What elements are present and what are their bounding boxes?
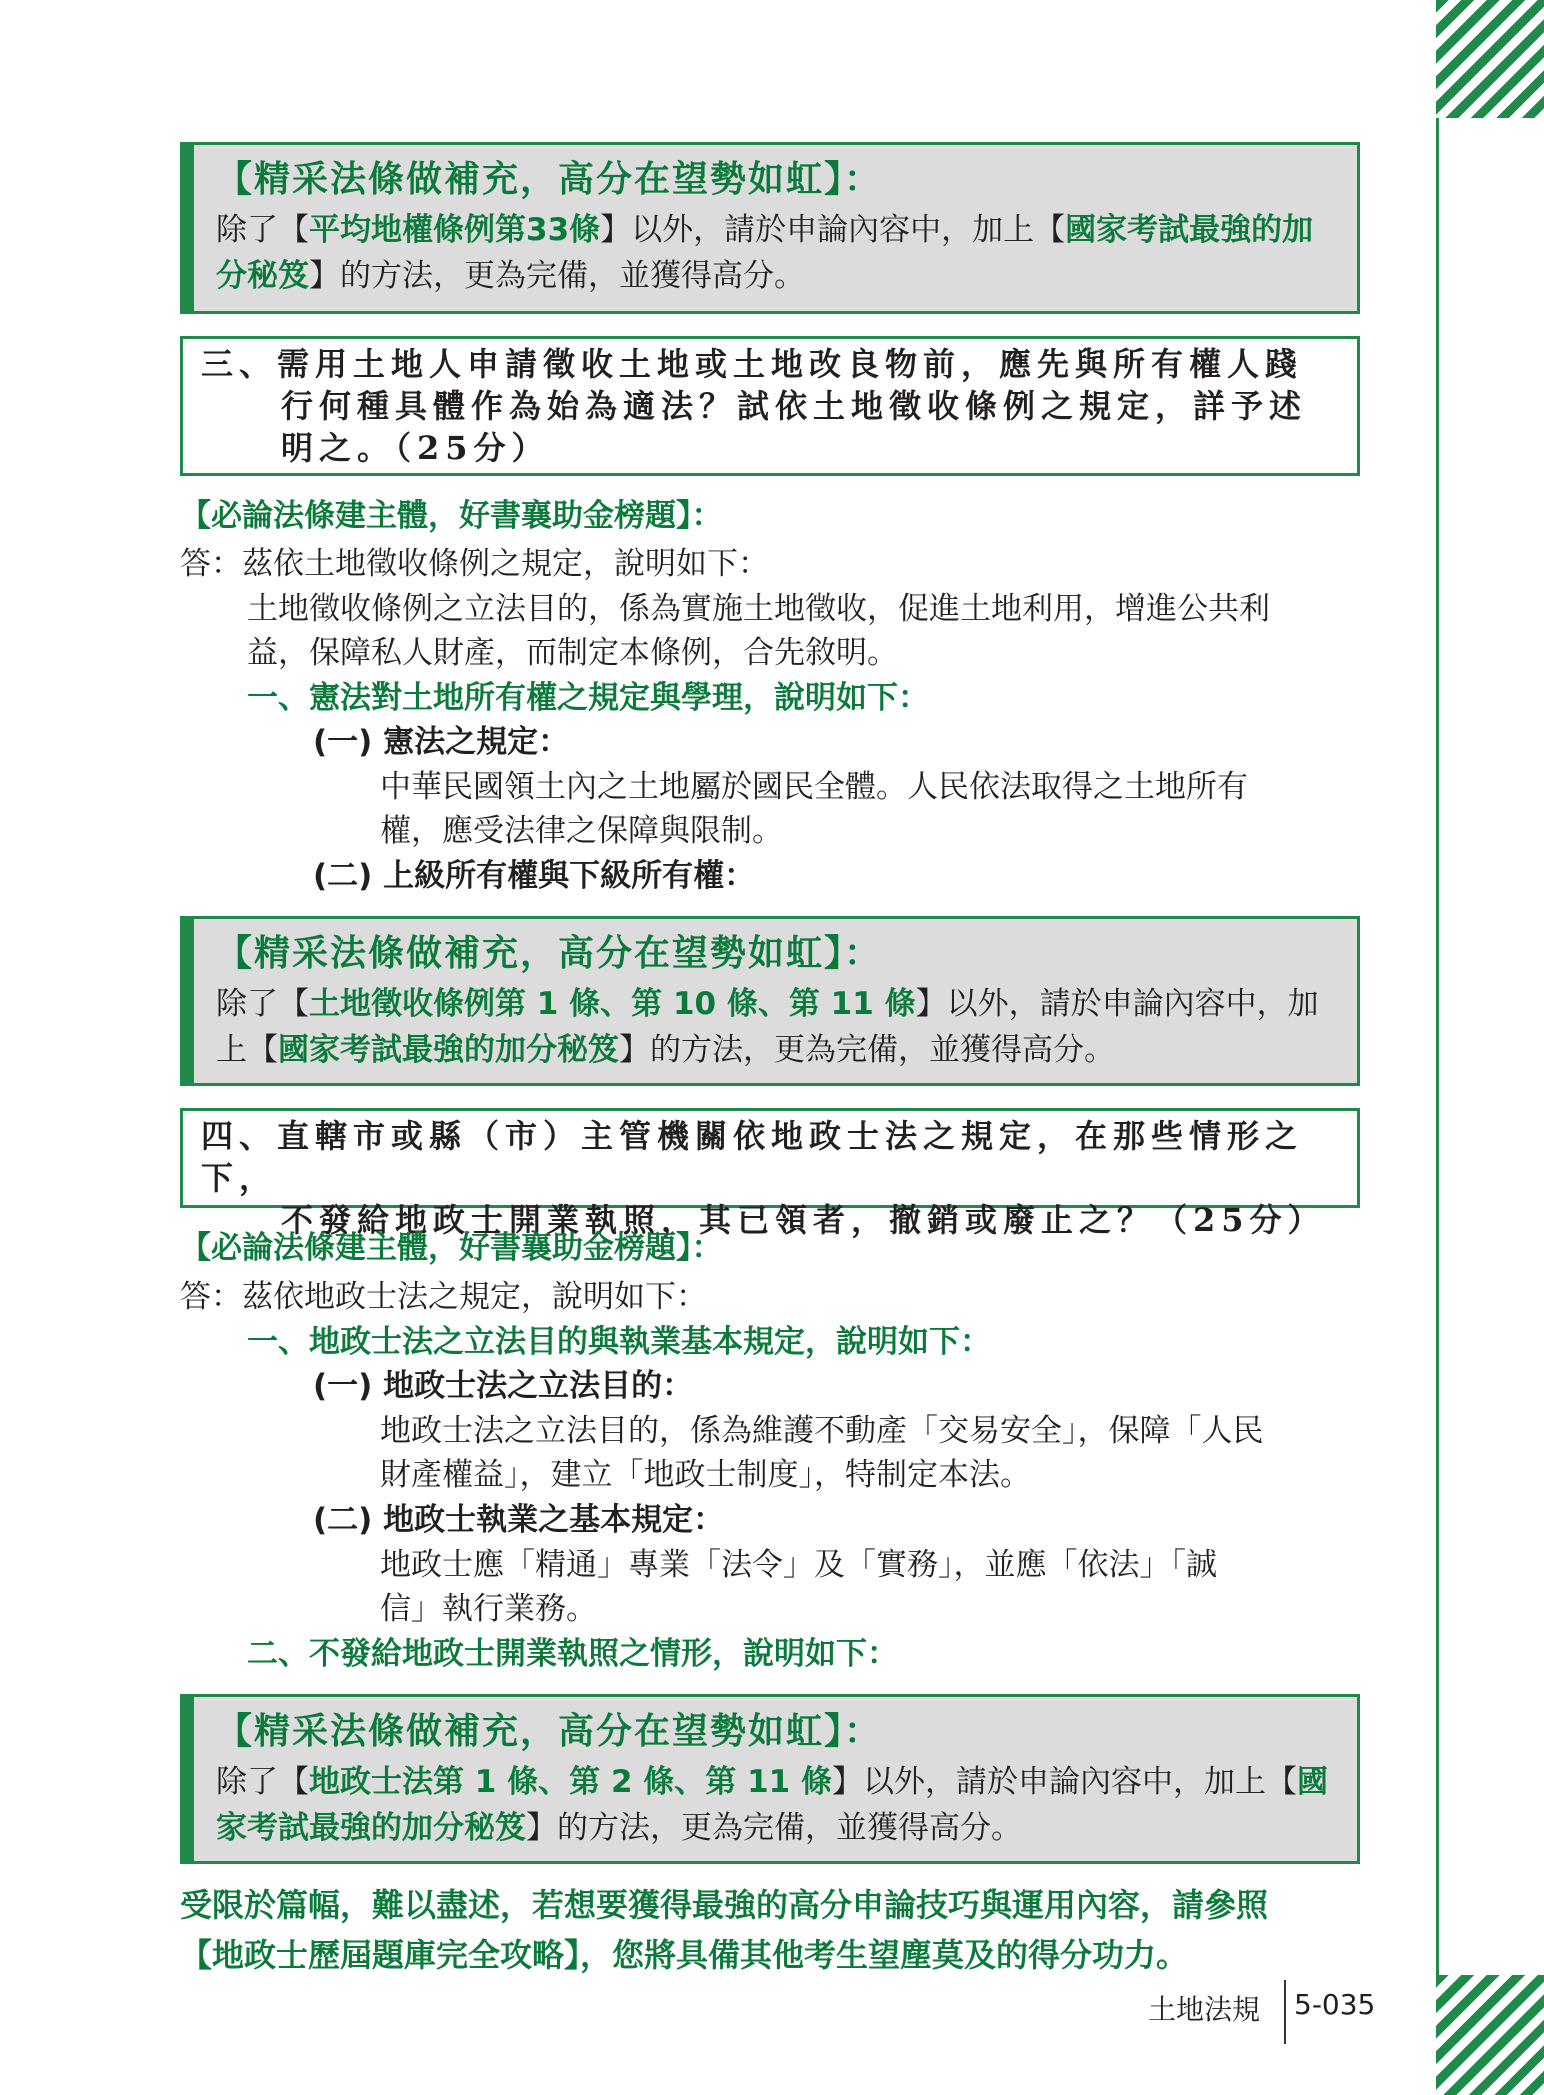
supplement-text [216, 207, 1341, 299]
answer-intro: 答：茲依地政士法之規定，說明如下： [180, 1279, 707, 1315]
paragraph-line: 信」執行業務。 [380, 1591, 597, 1627]
supplement-text [216, 981, 1341, 1073]
question-line: 三、需用土地人申請徵收土地或土地改良物前，應先與所有權人踐 [201, 345, 1304, 383]
supplement-law: 土地徵收條例第 1 條、第 10 條、第 11 條 [309, 986, 916, 1022]
question-line: 不發給地政士開業執照，其已領者，撤銷或廢止之？（25分） [281, 1201, 1326, 1239]
section-heading: 二、不發給地政士開業執照之情形，說明如下： [247, 1636, 898, 1672]
supplement-title: 【精采法條做補充，高分在望勢如虹】： [216, 933, 883, 974]
must-heading: 【必論法條建主體，好書襄助金榜題】： [180, 498, 723, 534]
supplement-prefix: 除了【 [216, 1764, 309, 1800]
closing-line: 【地政士歷屆題庫完全攻略】，您將具備其他考生望塵莫及的得分功力。 [180, 1936, 1189, 1974]
decorative-stripe-top [1436, 0, 1544, 118]
supplement-suffix: 】的方法，更為完備，並獲得高分。 [309, 258, 805, 294]
supplement-law: 地政士法第 1 條、第 2 條、第 11 條 [309, 1764, 833, 1800]
question-line: 四、直轄市或縣（市）主管機關依地政士法之規定，在那些情形之下， [201, 1117, 1304, 1197]
must-heading: 【必論法條建主體，好書襄助金榜題】： [180, 1230, 723, 1266]
supplement-middle: 】以外，請於申論內容中，加上【 [832, 1764, 1298, 1800]
paragraph-line: 土地徵收條例之立法目的，係為實施土地徵收，促進土地利用，增進公共利 [247, 591, 1270, 627]
supplement-suffix: 】的方法，更為完備，並獲得高分。 [526, 1810, 1022, 1846]
supplement-suffix: 】的方法，更為完備，並獲得高分。 [619, 1032, 1115, 1068]
supplement-secret: 國家考試最強的加分秘笈 [278, 1032, 619, 1068]
supplement-prefix: 除了【 [216, 986, 309, 1022]
sub-heading: (二) 地政士執業之基本規定： [313, 1502, 725, 1538]
footer-separator [1284, 1980, 1286, 2044]
supplement-box-1 [180, 142, 1360, 314]
closing-note [180, 1880, 1268, 1980]
supplement-title: 【精采法條做補充，高分在望勢如虹】： [216, 1711, 883, 1752]
paragraph-line: 中華民國領土內之土地屬於國民全體。人民依法取得之土地所有 [380, 769, 1248, 805]
paragraph-line: 地政士應「精通」專業「法令」及「實務」，並應「依法」「誠 [380, 1547, 1217, 1583]
page-number: 5-035 [1294, 1988, 1376, 2021]
section-heading: 一、地政士法之立法目的與執業基本規定，說明如下： [247, 1324, 991, 1360]
supplement-middle: 】以外，請於申論內容中，加上【 [216, 986, 1319, 1068]
supplement-law: 平均地權條例第33條 [309, 212, 601, 248]
supplement-box-3 [180, 1694, 1360, 1864]
question-box-3 [180, 336, 1360, 476]
supplement-prefix: 除了【 [216, 212, 309, 248]
paragraph-line: 地政士法之立法目的，係為維護不動產「交易安全」，保障「人民 [380, 1413, 1264, 1449]
decorative-stripe-bottom [1436, 1975, 1544, 2095]
question-line: 行何種具體作為始為適法？試依土地徵收條例之規定，詳予述 [281, 387, 1308, 425]
paragraph-line: 益，保障私人財產，而制定本條例，合先敘明。 [247, 635, 898, 671]
question-line: 明之。（25分） [281, 429, 550, 467]
footer-label: 土地法規 [1148, 1993, 1261, 2026]
section-heading: 一、憲法對土地所有權之規定與學理，說明如下： [247, 680, 929, 716]
sub-heading: (二) 上級所有權與下級所有權： [313, 858, 756, 894]
supplement-secret: 國家考試最強的加分秘笈 [216, 1764, 1329, 1846]
question-box-4 [180, 1108, 1360, 1239]
supplement-middle: 】以外，請於申論內容中，加上【 [600, 212, 1066, 248]
supplement-box-2 [180, 916, 1360, 1086]
sub-heading: (一) 憲法之規定： [313, 724, 570, 760]
supplement-title: 【精采法條做補充，高分在望勢如虹】： [216, 159, 883, 200]
sub-heading: (一) 地政士法之立法目的： [313, 1368, 694, 1404]
answer-intro: 答：茲依土地徵收條例之規定，說明如下： [180, 546, 769, 582]
supplement-text [216, 1759, 1341, 1851]
paragraph-line: 權，應受法律之保障與限制。 [380, 813, 783, 849]
closing-line: 受限於篇幅，難以盡述，若想要獲得最強的高分申論技巧與運用內容，請參照 [180, 1886, 1269, 1924]
decorative-side-line [1436, 118, 1439, 1975]
paragraph-line: 財產權益」，建立「地政士制度」，特制定本法。 [380, 1457, 1031, 1493]
supplement-secret: 國家考試最強的加分秘笈 [216, 212, 1314, 294]
